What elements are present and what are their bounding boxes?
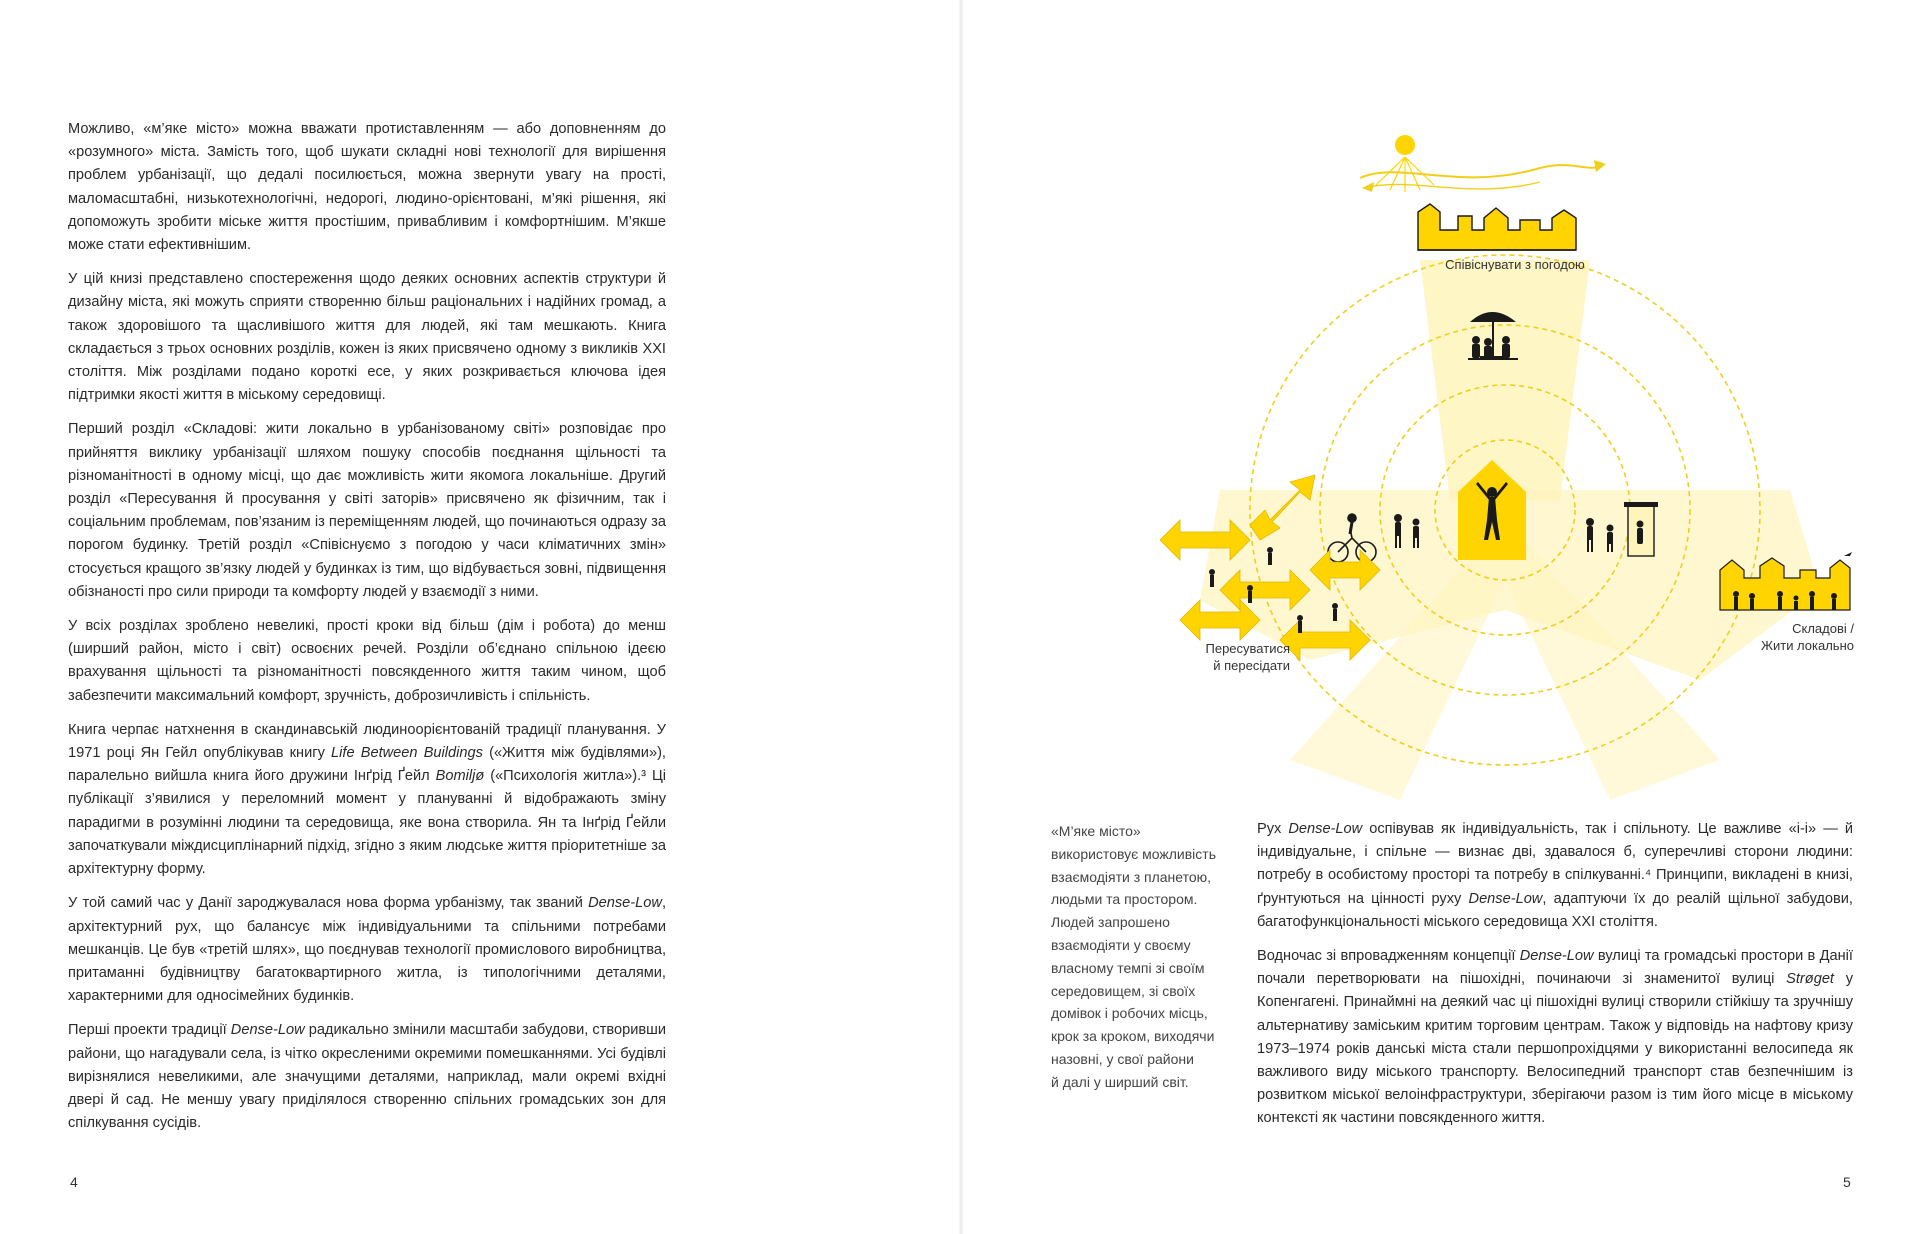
caption-line: людьми та простором. bbox=[1051, 891, 1198, 908]
caption-line: домівок і робочих місць, bbox=[1051, 1005, 1208, 1022]
label-move-line1: Пересуватися bbox=[1205, 641, 1290, 656]
text-run: оспівував як індивідуальність, так і спільноту. Це важливе «і-і» — й індивідуальне, і спільне — визнає дві, здавалося б, суперечливі сторони людини: потребу в особистому просторі та потребу в спілкуванні.⁴ Принципи, викладені в книзі, ґрунтуються на цінності руху bbox=[1257, 821, 1853, 907]
left_page-paragraph bbox=[68, 418, 666, 604]
label-move-line2: й пересідати bbox=[1213, 658, 1290, 673]
right-page-body-text bbox=[1257, 818, 1853, 1142]
label-live-locally bbox=[1734, 620, 1854, 654]
text-run: У цій книзі представлено спостереження щодо деяких основних аспектів структури й дизайну міста, які можуть сприяти створенню більш раціональних і надійних громад, а також здоровішого та щасливішого життя для людей, які там мешкають. Книга складається з трьох основних розділів, кожен із яких присвячено одному з викликів XXI століття. Між розділами подано короткі есе, у яких розкривається ключова ідея підтримки якості життя в міському середовищі. bbox=[68, 271, 666, 404]
caption-line: взаємодіяти з планетою, bbox=[1051, 868, 1212, 885]
text-run: («Психологія житла»).³ Ці публікації з’явилися у переломний момент у плануванні й відображають зміну парадигми в розумінні людини та середовища, яке вона створила. Ян та Інґрід Ґейли започаткували міждисциплінарний підхід, згідно з яким людське життя пріоритетніше за архітектурну форму. bbox=[68, 768, 666, 878]
page-gutter bbox=[958, 0, 964, 1234]
caption-line: й далі у ширший світ. bbox=[1051, 1073, 1189, 1090]
left_page-paragraph bbox=[68, 1019, 666, 1135]
diagram-graphic bbox=[1140, 120, 1860, 800]
page-number-right: 5 bbox=[1843, 1174, 1851, 1190]
italic-title: Life Between Buildings bbox=[331, 745, 483, 762]
text-run: («Життя між будівлями»), паралельно вийшла книга його дружини Інґрід Ґейл bbox=[68, 745, 666, 785]
italic-title: Bomiljø bbox=[435, 768, 485, 785]
right_page-paragraph bbox=[1257, 945, 1853, 1131]
left_page-paragraph bbox=[68, 268, 666, 407]
left_page-paragraph bbox=[68, 892, 666, 1008]
caption-line: Людей запрошено bbox=[1051, 914, 1170, 931]
weather-buildings-icon bbox=[1418, 204, 1576, 250]
soft-city-diagram bbox=[1140, 120, 1860, 800]
label-move-transfer bbox=[1140, 640, 1290, 674]
sun-icon bbox=[1360, 135, 1606, 192]
italic-title: Dense-Low bbox=[1519, 948, 1594, 965]
text-run: радикально змінили масштаби забудови, створивши райони, що нагадували села, із чітко окресленими окремими помешканнями. Усі будівлі вирізнялися невеликими, але значущими деталями, наприклад, мали окремі вхідні двері й сад. Не меншу увагу приділялося створенню спільних громадських зон для спілкування сусідів. bbox=[68, 1022, 666, 1132]
text-run: , архітектурний рух, що балансує між індивідуальними та спільними потребами мешканців. Це був «третій шлях», що поєднував технології промислового виробництва, притаманні будівництву багатоквартирного житла, із типологічними деталями, характерними для односімейних будинків. bbox=[68, 895, 666, 1005]
italic-title: Strøget bbox=[1786, 971, 1834, 988]
page-number-left: 4 bbox=[70, 1174, 78, 1190]
left_page-paragraph bbox=[68, 118, 666, 257]
left_page-paragraph bbox=[68, 615, 666, 708]
left-page-body-text bbox=[68, 118, 666, 1146]
text-run: вулиці та громадські простори в Данії почали перетворювати на пішохідні, починаючи зі знаменитої вулиці bbox=[1257, 948, 1853, 988]
caption-line: середовищем, зі своїх bbox=[1051, 982, 1196, 999]
label-local-line1: Складові / bbox=[1792, 621, 1854, 636]
text-run: Перший розділ «Складові: жити локально в урбанізованому світі» розповідає про прийняття виклику урбанізації шляхом пошуку способів поєднання щільності та різноманітності в одному місці, що дає можливість жити якомога локальніше. Другий розділ «Пересування й просування у світі заторів» присвячено як фізичним, так і соціальним проблемам, пов’язаним із переміщенням людей, що починаються одразу за порогом будинку. Третій розділ «Співіснуємо з погодою у часи кліматичних змін» стосується кращого зв’язку людей у будинках із тим, що відбувається зовні, підвищення обізнаності про сили природи та комфорту людей у взаємодії з ними. bbox=[68, 421, 666, 600]
right_page-paragraph bbox=[1257, 818, 1853, 934]
label-local-line2: Жити локально bbox=[1760, 638, 1854, 653]
caption-line: «М’яке місто» bbox=[1051, 823, 1141, 839]
italic-title: Dense-Low bbox=[1288, 821, 1363, 837]
diagram-caption bbox=[1051, 820, 1241, 1094]
caption-line: взаємодіяти у своєму bbox=[1051, 936, 1191, 953]
text-run: Рух bbox=[1257, 821, 1289, 837]
text-run: Водночас зі впровадженням концепції bbox=[1257, 948, 1520, 965]
italic-title: Dense-Low bbox=[1468, 890, 1543, 907]
left_page-paragraph bbox=[68, 719, 666, 881]
text-run: Книга черпає натхнення в скандинавській людиноорієнтованій традиції планування. У 1971 році Ян Гейл опублікував книгу bbox=[68, 721, 666, 762]
text-run: у Копенгагені. Принаймні на деякий час ці пішохідні вулиці створили стійкішу та зручнішу альтернативу заміським критим торговим центрам. Також у відповідь на нафтову кризу 1973–1974 років данські міста стали першопрохідцями у використанні велосипеда як важливого виду міського транспорту. Велосипедний транспорт став безпечнішим із розвитком міської велоінфраструктури, зберігаючи разом із тим його місце в міському контексті як частини повсякденного життя. bbox=[1257, 971, 1854, 1127]
label-coexist-weather: Співіснувати з погодою bbox=[1445, 257, 1585, 272]
italic-title: Dense-Low bbox=[588, 895, 662, 912]
text-run: Можливо, «м’яке місто» можна вважати протиставленням — або доповненням до «розумного» міста. Замість того, щоб шукати складні нові технології для вирішення проблем урбанізації, що дедалі посилюється, можна звернути увагу на прості, маломасштабні, низькотехнологічні, недорогі, людино-орієнтовані, м’які рішення, які допоможуть зробити міське життя простішим, привабливим і комфортнішим. М’якше може стати ефективнішим. bbox=[68, 121, 666, 254]
text-run: Перші проекти традиції bbox=[68, 1022, 231, 1039]
doorway-icon bbox=[1624, 502, 1658, 556]
text-run: , адаптуючи їх до реалій щільної забудови, багатофункціональності міського середовища XXI століття. bbox=[1257, 890, 1853, 930]
italic-title: Dense-Low bbox=[230, 1022, 305, 1039]
text-run: У всіх розділах зроблено невеликі, прості кроки від більш (дім і робота) до менш (ширший район, місто і світ) освоєних речей. Розділи об’єднано спільною ідеєю врахування щільності та різноманітності повсякденного життя таким чином, щоб забезпечити максимальний комфорт, зручність, доброзичливість і спільність. bbox=[68, 618, 666, 704]
caption-line: використовує можливість bbox=[1051, 845, 1216, 862]
text-run: У той самий час у Данії зароджувалася нова форма урбанізму, так званий bbox=[68, 895, 589, 912]
caption-line: назовні, у свої райони bbox=[1051, 1050, 1194, 1067]
caption-line: крок за кроком, виходячи bbox=[1051, 1028, 1215, 1045]
caption-line: власному темпі зі своїм bbox=[1051, 959, 1205, 976]
